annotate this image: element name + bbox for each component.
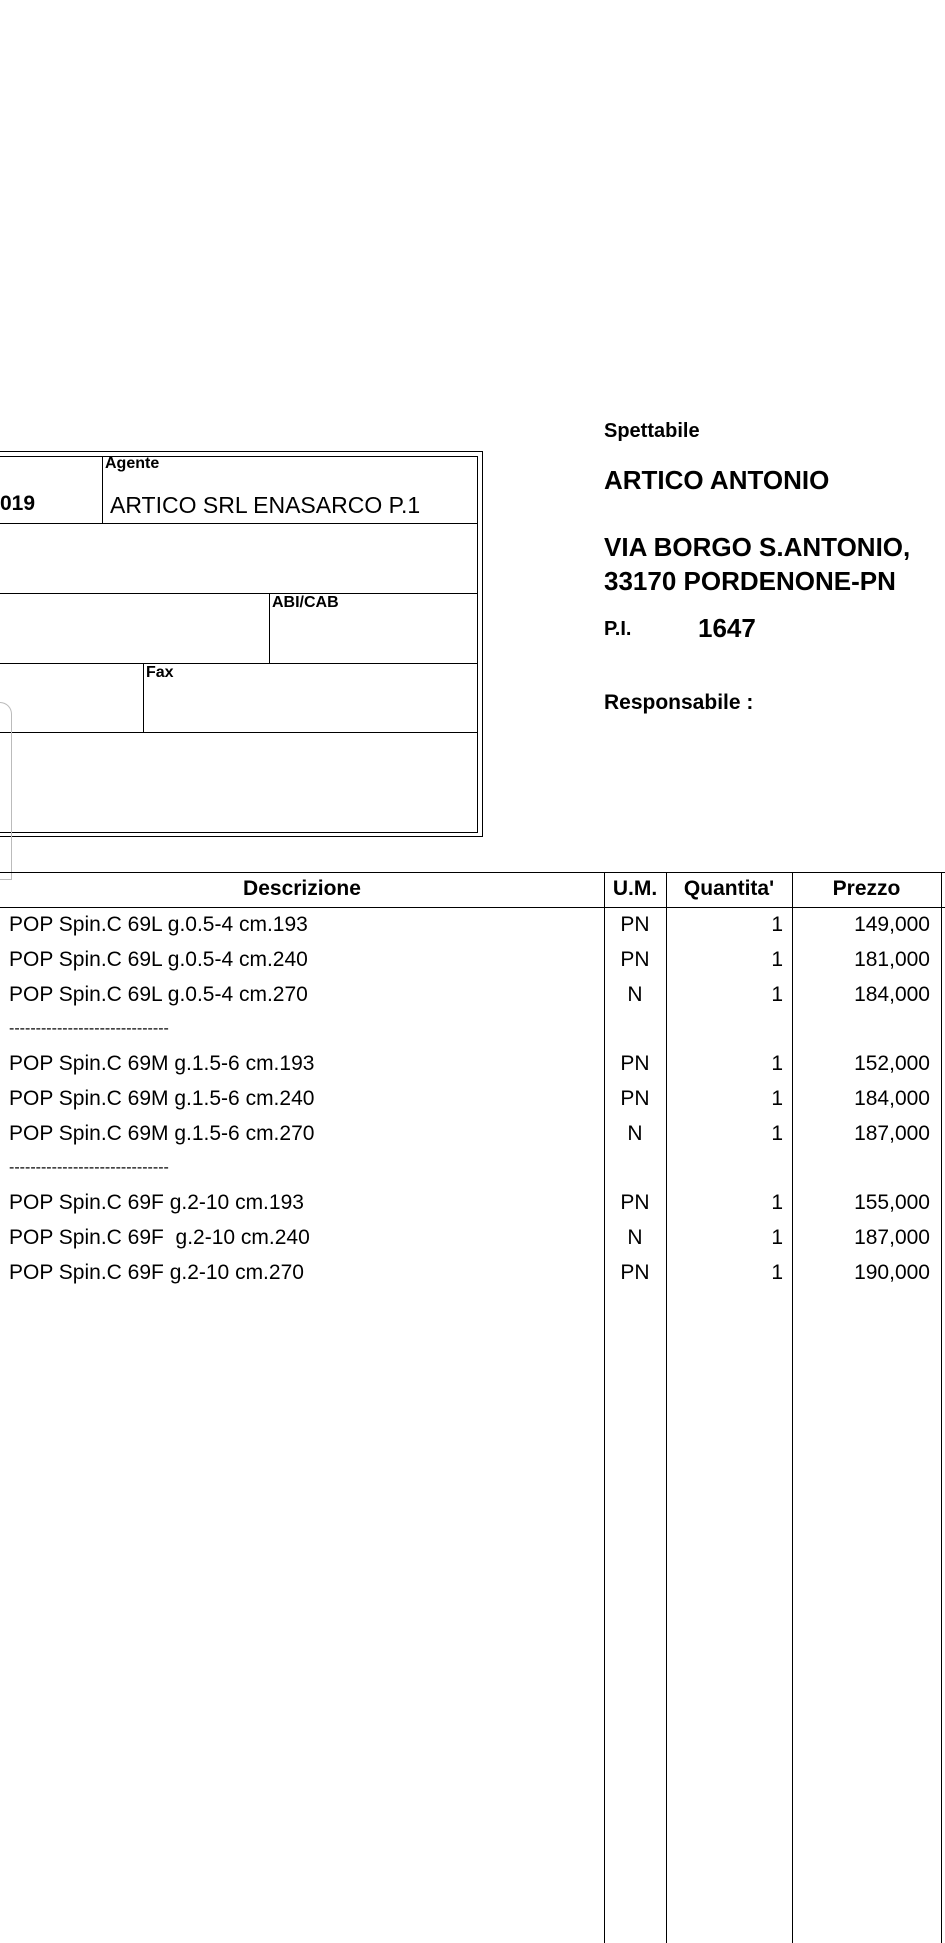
table-row-um: PN — [620, 913, 650, 936]
table-row-price: 149,000 — [854, 913, 930, 936]
table-row-desc: POP Spin.C 69M g.1.5-6 cm.270 — [9, 1122, 315, 1145]
header-box-divider — [0, 732, 478, 733]
table-column-divider — [941, 872, 942, 1943]
table-row-qty: 1 — [771, 1226, 783, 1249]
group-separator: ------------------------------ — [9, 1159, 169, 1176]
fax-label: Fax — [146, 664, 174, 681]
table-row-qty: 1 — [771, 913, 783, 936]
recipient-address-line2: 33170 PORDENONE-PN — [604, 566, 896, 596]
table-top-border — [0, 872, 945, 873]
agente-value: ARTICO SRL ENASARCO P.1 — [110, 492, 421, 518]
pi-label: P.I. — [604, 618, 632, 640]
table-row-desc: POP Spin.C 69L g.0.5-4 cm.240 — [9, 948, 308, 971]
table-column-divider — [666, 872, 667, 1943]
table-row-um: PN — [620, 1191, 650, 1214]
table-row-um: N — [627, 1226, 643, 1249]
table-row-price: 187,000 — [854, 1226, 930, 1249]
date-fragment: 019 — [0, 492, 36, 515]
table-row-desc: POP Spin.C 69L g.0.5-4 cm.193 — [9, 913, 308, 936]
agente-label: Agente — [105, 455, 160, 472]
table-row-desc: POP Spin.C 69M g.1.5-6 cm.240 — [9, 1087, 315, 1110]
table-row-desc: POP Spin.C 69L g.0.5-4 cm.270 — [9, 983, 308, 1006]
pi-value: 1647 — [698, 613, 756, 643]
table-row-um: N — [627, 983, 643, 1006]
header-quantita: Quantita' — [683, 877, 775, 900]
table-row-qty: 1 — [771, 1087, 783, 1110]
table-row-desc: POP Spin.C 69F g.2-10 cm.270 — [9, 1261, 304, 1284]
table-row-qty: 1 — [771, 983, 783, 1006]
responsabile-label: Responsabile : — [604, 691, 754, 714]
table-header-bottom-border — [0, 907, 945, 908]
salutation: Spettabile — [604, 420, 700, 442]
header-box-divider — [0, 663, 478, 664]
table-column-divider — [604, 872, 605, 1943]
table-row-qty: 1 — [771, 1191, 783, 1214]
table-row-um: PN — [620, 1087, 650, 1110]
table-row-qty: 1 — [771, 948, 783, 971]
header-box-divider — [0, 523, 478, 524]
table-row-price: 155,000 — [854, 1191, 930, 1214]
header-prezzo: Prezzo — [832, 877, 901, 900]
header-box-divider — [0, 593, 478, 594]
table-row-qty: 1 — [771, 1122, 783, 1145]
recipient-name: ARTICO ANTONIO — [604, 465, 830, 495]
header-descrizione: Descrizione — [243, 877, 361, 900]
table-column-divider — [792, 872, 793, 1943]
edge-bracket-mark — [0, 702, 12, 880]
table-row-desc: POP Spin.C 69F g.2-10 cm.240 — [9, 1226, 310, 1249]
group-separator: ------------------------------ — [9, 1020, 169, 1037]
table-row-qty: 1 — [771, 1052, 783, 1075]
header-box-divider — [269, 593, 270, 663]
header-box-divider — [102, 456, 103, 523]
table-row-um: PN — [620, 948, 650, 971]
table-row-price: 190,000 — [854, 1261, 930, 1284]
table-row-um: PN — [620, 1052, 650, 1075]
table-row-um: PN — [620, 1261, 650, 1284]
table-row-price: 184,000 — [854, 1087, 930, 1110]
table-row-desc: POP Spin.C 69F g.2-10 cm.193 — [9, 1191, 304, 1214]
recipient-address-line1: VIA BORGO S.ANTONIO, — [604, 532, 911, 562]
table-row-price: 187,000 — [854, 1122, 930, 1145]
abicab-label: ABI/CAB — [272, 594, 339, 611]
table-row-price: 184,000 — [854, 983, 930, 1006]
table-row-um: N — [627, 1122, 643, 1145]
header-um: U.M. — [612, 877, 658, 900]
header-box-divider — [143, 663, 144, 732]
table-row-desc: POP Spin.C 69M g.1.5-6 cm.193 — [9, 1052, 315, 1075]
table-row-price: 152,000 — [854, 1052, 930, 1075]
table-row-qty: 1 — [771, 1261, 783, 1284]
table-row-price: 181,000 — [854, 948, 930, 971]
